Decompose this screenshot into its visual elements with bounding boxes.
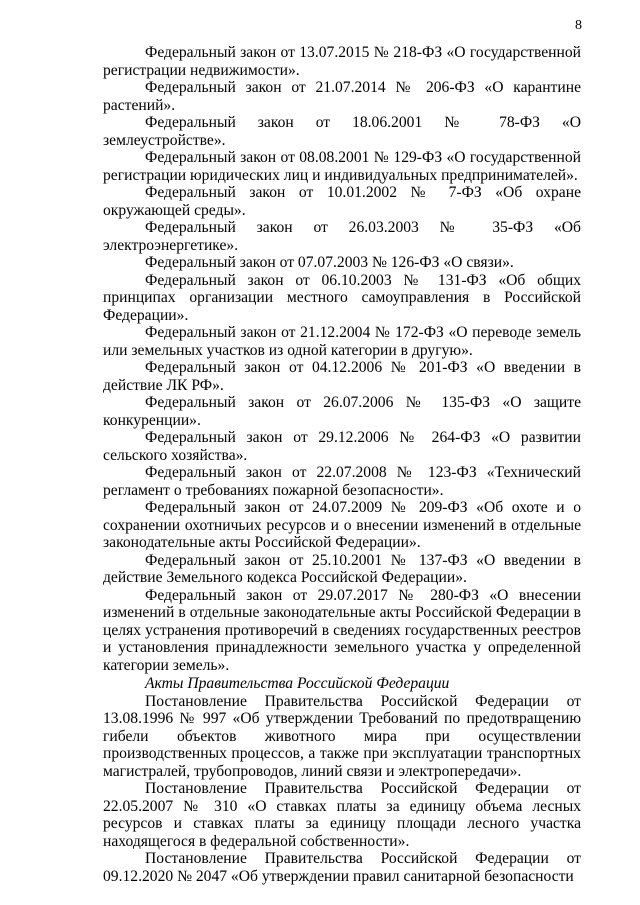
federal-laws-list [103,44,581,674]
government-act-item: Постановление Правительства Российской Федерации от 09.12.2020 № 2047 «Об утверждении правил санитарной безопасности [103,850,581,885]
law-item: Федеральный закон от 29.12.2006 № 264-ФЗ «О развитии сельского хозяйства». [103,429,581,464]
government-acts-list [103,693,581,886]
law-item: Федеральный закон от 13.07.2015 № 218-ФЗ «О государственной регистрации недвижимости». [103,44,581,79]
law-item: Федеральный закон от 25.10.2001 № 137-ФЗ «О введении в действие Земельного кодекса Российской Федерации». [103,551,581,586]
government-act-item: Постановление Правительства Российской Федерации от 22.05.2007 № 310 «О ставках платы за единицу объема лесных ресурсов и ставках платы за единицу площади лесного участка находящегося в федеральной собственности». [103,780,581,850]
law-item: Федеральный закон от 07.07.2003 № 126-ФЗ «О связи». [145,254,514,271]
law-item: Федеральный закон от 22.07.2008 № 123-ФЗ «Технический регламент о требованиях пожарной безопасности». [103,464,581,499]
government-act-item: Постановление Правительства Российской Федерации от 13.08.1996 № 997 «Об утверждении Требований по предотвращению гибели объектов животного мира при осуществлении производственных процессов, а также при эксплуатации транспортных магистралей, трубопроводов, линий связи и электропередачи». [103,692,581,780]
law-item: Федеральный закон от 18.06.2001 № 78-ФЗ «О землеустройстве». [103,114,581,149]
law-item: Федеральный закон от 10.01.2002 № 7-ФЗ «Об охране окружающей среды». [103,184,581,219]
law-item: Федеральный закон от 24.07.2009 № 209-ФЗ «Об охоте и о сохранении охотничьих ресурсов и о внесении изменений в отдельные законодательные акты Российской Федерации». [103,499,581,551]
law-item: Федеральный закон от 26.03.2003 № 35-ФЗ «Об электроэнергетике». [103,219,581,254]
page-number: 8 [575,18,582,33]
law-item: Федеральный закон от 29.07.2017 № 280-ФЗ «О внесении изменений в отдельные законодательные акты Российской Федерации в целях устранения противоречий в сведениях государственных реестров и установления принадлежности земельного участка у определенной категории земель». [103,586,581,674]
law-item: Федеральный закон от 26.07.2006 № 135-ФЗ «О защите конкуренции». [103,394,581,429]
law-item: Федеральный закон от 21.07.2014 № 206-ФЗ «О карантине растений». [103,79,581,114]
section-heading-government-acts: Акты Правительства Российской Федерации [145,675,450,692]
law-item: Федеральный закон от 21.12.2004 № 172-ФЗ «О переводе земель или земельных участков из одной категории в другую». [103,324,581,359]
law-item: Федеральный закон от 08.08.2001 № 129-ФЗ «О государственной регистрации юридических лиц и индивидуальных предпринимателей». [103,149,581,184]
document-body [103,44,581,885]
law-item: Федеральный закон от 04.12.2006 № 201-ФЗ «О введении в действие ЛК РФ». [103,359,581,394]
law-item: Федеральный закон от 06.10.2003 № 131-ФЗ «Об общих принципах организации местного самоуправления в Российской Федерации». [103,271,581,324]
